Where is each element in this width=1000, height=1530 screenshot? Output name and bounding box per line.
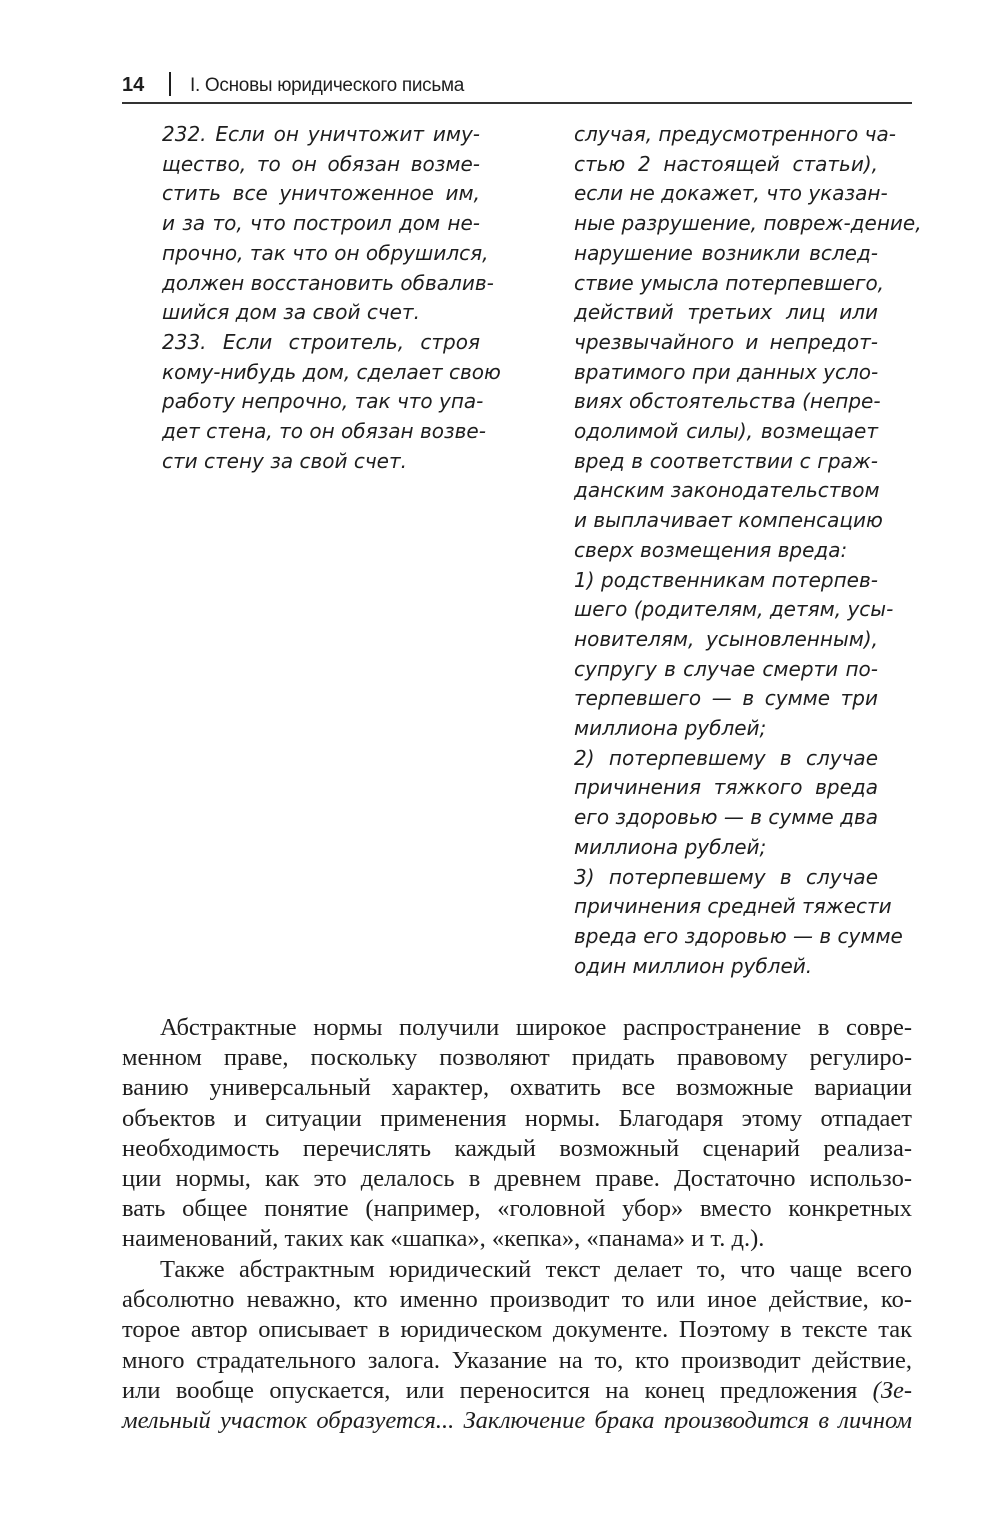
right-column-line: миллиона рублей; (574, 834, 767, 859)
right-column-line: ствие умысла потерпевшего, (574, 270, 885, 295)
left-column-line: дет стена, то он обязан возве- (162, 419, 486, 444)
paragraph-line: Абстрактные нормы получили широкое распространение в совре- (160, 1014, 912, 1041)
paragraph-line: абсолютно неважно, кто именно производит то или иное действие, ко- (122, 1286, 912, 1314)
left-column-line: 233. Если строитель, строя (162, 329, 480, 354)
left-column-line: щество, то он обязан возме- (162, 151, 480, 176)
right-column-line: одолимой силы), возмещает (574, 419, 878, 444)
right-column-line: ные разрушение, повреж-дение, (574, 211, 922, 236)
paragraph-line: много страдательного залога. Указание на то, кто производит действие, (122, 1346, 912, 1374)
right-column-line: причинения средней тяжести (574, 894, 892, 919)
paragraph-line: вать общее понятие (например, «головной убор» вместо конкретных (122, 1195, 912, 1223)
page-number: 14 (122, 74, 145, 96)
right-column-line: действий третьих лиц или (574, 300, 878, 325)
right-column-line: один миллион рублей. (574, 953, 813, 978)
paragraph-line: торое автор описывает в юридическом документе. Поэтому в тексте так (122, 1316, 912, 1344)
right-column-line: чрезвычайного и непредот- (574, 329, 878, 354)
right-column-line: вреда его здоровью — в сумме (574, 923, 903, 948)
paragraph-line: ции нормы, как это делалось в древнем праве. Достаточно использо- (122, 1165, 912, 1193)
right-column-line: вратимого при данных усло- (574, 359, 879, 384)
right-column-line: 1) родственникам потерпев- (574, 567, 878, 592)
paragraph-line-mixed (122, 1376, 912, 1406)
paragraph-line: менном праве, поскольку позволяют придать правовому регулиро- (122, 1044, 912, 1072)
left-column-line: шийся дом за свой счет. (162, 300, 420, 325)
left-column-line: работу непрочно, так что упа- (162, 389, 484, 414)
right-column-line: новителям, усыновленным), (574, 626, 878, 651)
left-column-line: сти стену за свой счет. (162, 448, 407, 473)
right-column-line: его здоровью — в сумме два (574, 805, 878, 830)
paragraph-abstract-norms (122, 1013, 912, 1255)
right-column-line: сверх возмещения вреда: (574, 537, 848, 562)
left-column-line: кому-нибудь дом, сделает свою (162, 359, 501, 384)
right-column-line: данским законодательством (574, 478, 880, 503)
right-column-line: 2) потерпевшему в случае (574, 745, 878, 770)
right-column-line: терпевшего — в сумме три (574, 686, 878, 711)
left-column-line: 232. Если он уничтожит иму- (162, 122, 480, 146)
right-column-line: миллиона рублей; (574, 716, 767, 741)
right-column-line: стью 2 настоящей статьи), (574, 151, 878, 176)
right-column-line: виях обстоятельства (непре- (574, 389, 881, 414)
right-column-line: случая, предусмотренного ча- (574, 122, 896, 146)
right-column-line: причинения тяжкого вреда (574, 775, 878, 800)
right-column-line: 3) потерпевшему в случае (574, 864, 878, 889)
paragraph-line: ванию универсальный характер, охватить все возможные вариации (122, 1074, 912, 1102)
paragraph-line: Также абстрактным юридический текст делает то, что чаще всего (160, 1256, 912, 1283)
right-column-quote (574, 120, 922, 981)
right-column-line: нарушение возникли вслед- (574, 240, 878, 265)
paragraph-line: объектов и ситуации применения нормы. Благодаря этому отпадает (122, 1104, 912, 1132)
chapter-title: I. Основы юридического письма (190, 75, 464, 96)
italic-example: (Зе- (857, 1376, 913, 1404)
right-column-line: если не докажет, что указан- (574, 181, 888, 206)
header-separator (169, 72, 171, 96)
paragraph-line: необходимость перечислять каждый возможный сценарий реализа- (122, 1134, 912, 1162)
paragraph-line-italic: мельный участок образуется... Заключение брака производится в личном (122, 1407, 912, 1435)
right-column-line: шего (родителям, детям, усы- (574, 597, 894, 622)
header-rule (122, 102, 912, 104)
paragraph-text: или вообще опускается, или переносится на конец предложения (122, 1376, 858, 1404)
running-header (122, 72, 912, 102)
right-column-line: супругу в случае смерти по- (574, 656, 878, 681)
left-column-line: прочно, так что он обрушился, (162, 240, 489, 265)
paragraph-passive-voice (122, 1255, 912, 1436)
right-column-line: вред в соответствии с граж- (574, 448, 878, 473)
paragraph-line: наименований, таких как «шапка», «кепка», «панама» и т. д.). (122, 1225, 765, 1253)
left-column-line: должен восстановить обвалив- (162, 270, 494, 295)
left-column-line: и за то, что построил дом не- (162, 211, 480, 236)
left-column-quote (162, 120, 501, 476)
right-column-line: и выплачивает компенсацию (574, 508, 883, 533)
left-column-line: стить все уничтоженное им, (162, 181, 480, 206)
